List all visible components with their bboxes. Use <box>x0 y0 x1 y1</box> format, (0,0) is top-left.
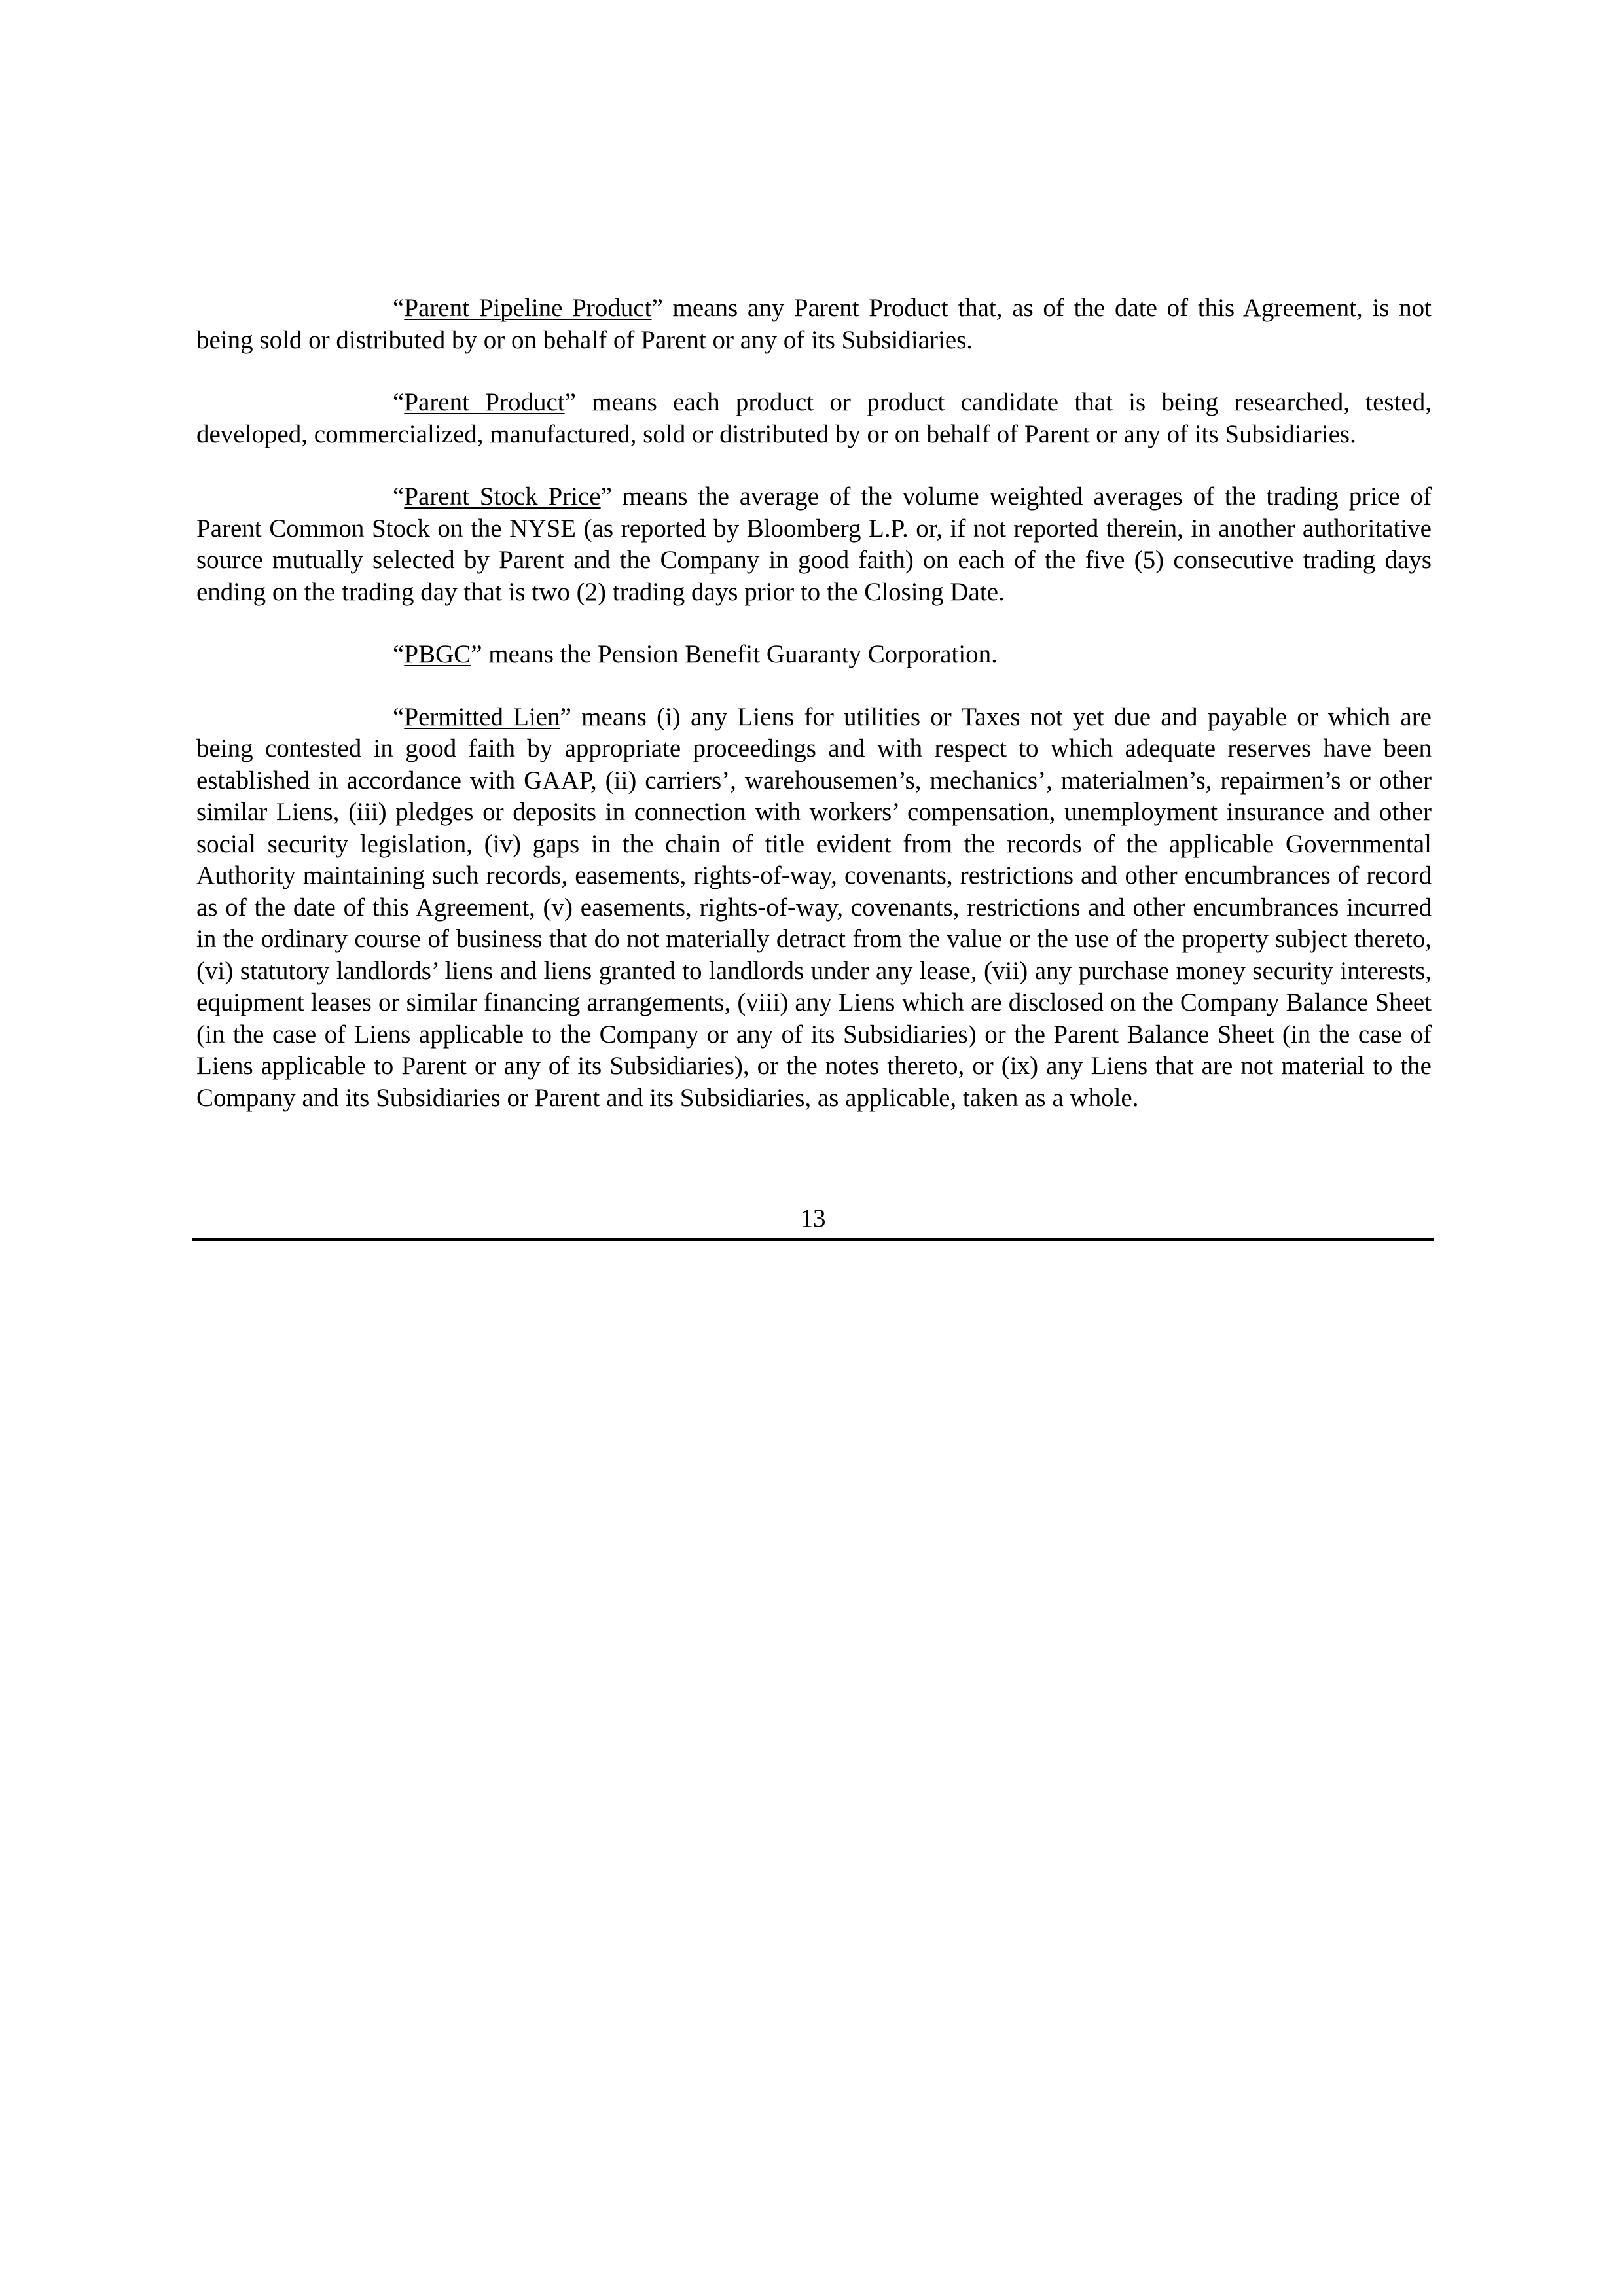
definition-parent-stock-price <box>196 481 1432 608</box>
definition-text: means any Parent Product that, as of the date of this Agreement, is not being sold or distributed by or on behalf of Parent or any of its Subsidiaries. <box>196 294 1432 354</box>
definition-permitted-lien <box>196 702 1432 1115</box>
definition-text: means the average of the volume weighted averages of the trading price of Parent Common Stock on the NYSE (as reported by Bloomberg L.P. or, if not reported therein, in another authoritative source mutually selected by Parent and the Company in good faith) on each of the five (5) consecutive trading days ending on the trading day that is two (2) trading days prior to the Closing Date. <box>196 482 1432 606</box>
page-footer <box>192 1203 1434 1234</box>
definition-text: means the Pension Benefit Guaranty Corporation. <box>482 640 998 668</box>
definition-text: means (i) any Liens for utilities or Taxes not yet due and payable or which are being contested in good faith by appropriate proceedings and with respect to which adequate reserves have been established in accordance with GAAP, (ii) carriers’, warehousemen’s, mechanics’, materialmen’s, repairmen’s or other similar Liens, (iii) pledges or deposits in connection with workers’ compensation, unemployment insurance and other social security legislation, (iv) gaps in the chain of title evident from the records of the applicable Governmental Authority maintaining such records, easements, rights-of-way, covenants, restrictions and other encumbrances of record as of the date of this Agreement, (v) easements, rights-of-way, covenants, restrictions and other encumbrances incurred in the ordinary course of business that do not materially detract from the value or the use of the property subject thereto, (vi) statutory landlords’ liens and liens granted to landlords under any lease, (vii) any purchase money security interests, equipment leases or similar financing arrangements, (viii) any Liens which are disclosed on the Company Balance Sheet (in the case of Liens applicable to the Company or any of its Subsidiaries) or the Parent Balance Sheet (in the case of Liens applicable to Parent or any of its Subsidiaries), or the notes thereto, or (ix) any Liens that are not material to the Company and its Subsidiaries or Parent and its Subsidiaries, as applicable, taken as a whole. <box>196 702 1432 1112</box>
close-quote: ” <box>560 702 571 731</box>
definition-parent-pipeline-product <box>196 293 1432 356</box>
open-quote: “ <box>393 388 405 416</box>
defined-term: Parent Product <box>404 388 565 416</box>
defined-term: PBGC <box>404 640 471 668</box>
page-number: 13 <box>800 1204 826 1232</box>
defined-term: Parent Pipeline Product <box>404 294 652 322</box>
definitions-section <box>196 293 1432 1145</box>
close-quote: ” <box>564 388 576 416</box>
open-quote: “ <box>393 640 405 668</box>
open-quote: “ <box>393 482 405 511</box>
defined-term: Permitted Lien <box>404 702 560 731</box>
close-quote: ” <box>651 294 663 322</box>
footer-rule <box>192 1238 1434 1241</box>
close-quote: ” <box>600 482 612 511</box>
definition-text: means each product or product candidate that is being researched, tested, developed, commercialized, manufactured, sold or distributed by or on behalf of Parent or any of its Subsidiaries. <box>196 388 1432 448</box>
close-quote: ” <box>471 640 482 668</box>
defined-term: Parent Stock Price <box>404 482 601 511</box>
open-quote: “ <box>393 294 405 322</box>
definition-parent-product <box>196 387 1432 450</box>
open-quote: “ <box>393 702 405 731</box>
definition-pbgc <box>196 639 1432 671</box>
